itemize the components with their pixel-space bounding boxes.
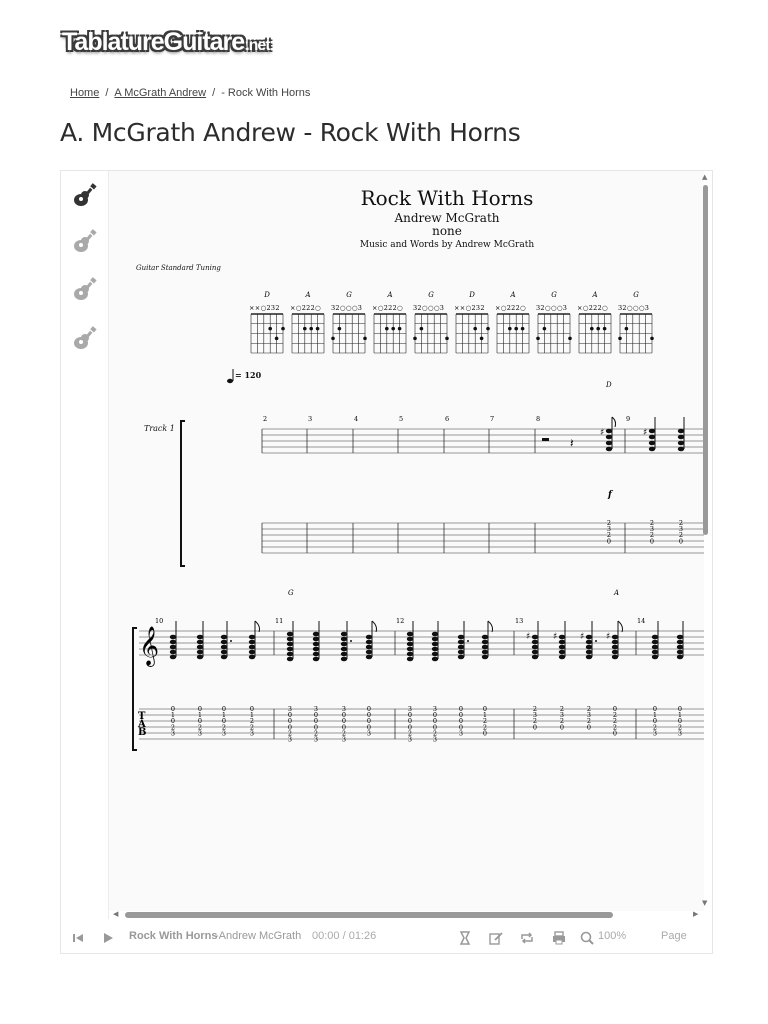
tab-number: 2 <box>678 519 684 527</box>
chord-note <box>197 621 203 659</box>
chord-dot <box>536 337 540 341</box>
bar-number: 13 <box>515 617 524 625</box>
metronome-icon[interactable] <box>457 930 473 946</box>
chord-dot <box>398 327 402 331</box>
tab-number: 0 <box>407 723 413 732</box>
chord-note <box>526 621 538 659</box>
tab-number: 0 <box>432 723 438 732</box>
chord-name: G <box>346 291 352 299</box>
tempo-text: = 120 <box>235 370 262 380</box>
breadcrumb-artist-link[interactable]: A McGrath Andrew <box>114 87 207 99</box>
chord-label: D <box>606 381 612 389</box>
score-title: Rock With Horns <box>360 186 534 210</box>
svg-text:♯: ♯ <box>606 632 611 642</box>
chord-diagram <box>618 291 654 353</box>
tab-number: 3 <box>249 729 255 738</box>
chord-note <box>580 621 597 659</box>
tab-number: 0 <box>287 717 293 726</box>
scroll-left-icon[interactable]: ◀ <box>113 910 119 918</box>
logo-suffix: .net <box>245 37 270 54</box>
tab-number: 2 <box>287 729 293 738</box>
tab-number: 0 <box>170 705 176 713</box>
tab-number: 2 <box>678 531 684 540</box>
chord-string-marks: 32○○○3 <box>413 304 445 312</box>
score-tuning: Guitar Standard Tuning <box>136 264 221 272</box>
tab-number: 3 <box>649 525 655 534</box>
svg-text:♯: ♯ <box>643 428 648 438</box>
breadcrumb-home-link[interactable]: Home <box>70 87 100 99</box>
tab-number: 0 <box>366 705 372 713</box>
horizontal-scrollbar[interactable] <box>113 909 703 921</box>
tab-number: 2 <box>559 705 565 713</box>
skip-back-icon[interactable] <box>70 930 86 946</box>
print-icon[interactable] <box>551 930 567 946</box>
tab-number: 0 <box>482 729 488 738</box>
guitar-icon <box>72 277 98 303</box>
chord-diagram <box>290 291 324 353</box>
chord-note <box>643 417 655 451</box>
tab-number: 0 <box>652 717 658 726</box>
chord-string-marks: ×○222○ <box>577 304 608 312</box>
tab-number: 0 <box>221 705 227 713</box>
site-logo[interactable] <box>62 28 282 64</box>
tab-number: 0 <box>678 537 684 546</box>
chord-note <box>652 621 658 659</box>
svg-text:♯: ♯ <box>600 428 605 438</box>
chord-dot <box>596 327 600 331</box>
tab-number: 3 <box>287 705 293 713</box>
tab-number: 1 <box>482 711 488 720</box>
tab-number: 0 <box>287 723 293 732</box>
tab-number: 2 <box>606 531 612 540</box>
bar-number: 14 <box>637 617 646 625</box>
tab-number: 0 <box>287 711 293 720</box>
chord-dot <box>618 337 622 341</box>
tab-number: 2 <box>341 729 347 738</box>
chord-diagram <box>536 291 572 353</box>
chord-diagram <box>454 291 490 353</box>
chord-dot <box>316 327 320 331</box>
guitar-icon <box>72 229 98 255</box>
chord-string-marks: 32○○○3 <box>331 304 363 312</box>
chord-string-marks: 32○○○3 <box>618 304 650 312</box>
tab-number: 0 <box>170 717 176 726</box>
chord-note <box>677 621 683 659</box>
tab-number: 0 <box>366 717 372 726</box>
score-album: none <box>432 224 462 238</box>
tab-number: 0 <box>458 717 464 726</box>
tempo-marking <box>227 369 262 383</box>
tab-number: 0 <box>482 705 488 713</box>
tab-number: 0 <box>407 717 413 726</box>
loop-icon[interactable] <box>519 930 535 946</box>
tab-number: 3 <box>341 735 347 744</box>
score-system-1 <box>181 381 704 566</box>
tab-number: 3 <box>170 729 176 738</box>
tab-number: 0 <box>197 717 203 726</box>
vertical-scroll-thumb[interactable] <box>703 185 708 535</box>
bar-number: 7 <box>490 415 495 423</box>
breadcrumb <box>70 87 310 99</box>
tab-number: 3 <box>313 735 319 744</box>
tab-number: 2 <box>652 723 658 732</box>
chord-dot <box>650 337 654 341</box>
chord-dot <box>275 337 279 341</box>
tab-number: 2 <box>612 723 618 732</box>
chord-dot <box>486 327 490 331</box>
tab-number: 3 <box>532 711 538 720</box>
chord-diagram <box>249 291 285 353</box>
guitar-icon <box>72 326 98 352</box>
chord-note <box>366 621 377 659</box>
scroll-right-icon[interactable]: ▶ <box>693 910 699 918</box>
chord-note <box>553 621 565 659</box>
chord-note <box>249 621 260 659</box>
tab-number: 0 <box>586 723 592 732</box>
chord-dot <box>590 327 594 331</box>
tab-number: 0 <box>221 717 227 726</box>
bar-number: 10 <box>155 617 164 625</box>
toolbar-song-title: Rock With Horns <box>129 930 218 942</box>
bar-number: 4 <box>354 415 359 423</box>
tab-number: 2 <box>170 723 176 732</box>
tab-number: 3 <box>221 729 227 738</box>
tab-number: 0 <box>341 711 347 720</box>
chord-string-marks: ××○232 <box>454 304 485 312</box>
chord-dot <box>508 327 512 331</box>
chord-diagram <box>372 291 406 353</box>
tab-number: 1 <box>221 711 227 720</box>
chord-dot <box>445 337 449 341</box>
tab-number: 3 <box>652 729 658 738</box>
score-canvas <box>109 171 704 911</box>
track-label: Track 1 <box>144 424 175 433</box>
tab-number: 2 <box>606 519 612 527</box>
tab-number: 2 <box>612 711 618 720</box>
tab-number: 1 <box>197 711 203 720</box>
chord-string-marks: ××○232 <box>249 304 280 312</box>
chord-dot <box>281 327 285 331</box>
tab-number: 0 <box>341 723 347 732</box>
svg-text:♯: ♯ <box>553 632 558 642</box>
tab-number: 0 <box>458 705 464 713</box>
chord-dot <box>303 327 307 331</box>
tab-number: 3 <box>313 705 319 713</box>
chord-note <box>313 621 319 661</box>
tab-number: 2 <box>407 729 413 738</box>
chord-dot <box>521 327 525 331</box>
bar-number: 9 <box>626 415 631 423</box>
tab-number: 2 <box>586 717 592 726</box>
score-sheet[interactable] <box>109 171 704 911</box>
scroll-up-icon[interactable]: ▲ <box>702 173 708 181</box>
tab-number: 3 <box>677 729 683 738</box>
chord-dot <box>413 337 417 341</box>
tab-number: 2 <box>313 729 319 738</box>
treble-clef-icon: 𝄞 <box>139 626 160 666</box>
tab-number: 0 <box>313 723 319 732</box>
tab-number: 0 <box>677 717 683 726</box>
chord-dot <box>385 327 389 331</box>
chord-name: A <box>387 291 393 299</box>
chord-note <box>432 621 438 661</box>
tab-number: 2 <box>432 729 438 738</box>
bar-number: 2 <box>263 415 268 423</box>
tab-number: 0 <box>532 723 538 732</box>
bar-number: 5 <box>399 415 404 423</box>
tab-clef-letter: B <box>138 727 147 738</box>
svg-text:♯: ♯ <box>526 632 531 642</box>
chord-dot <box>625 327 629 331</box>
chord-name: A <box>592 291 598 299</box>
chord-dot <box>309 327 313 331</box>
tab-number: 0 <box>432 711 438 720</box>
chord-dot <box>568 337 572 341</box>
chord-label: A <box>614 589 620 597</box>
tab-number: 2 <box>649 531 655 540</box>
chord-name: D <box>469 291 475 299</box>
tab-number: 3 <box>407 735 413 744</box>
tab-number: 2 <box>249 717 255 726</box>
chord-dot <box>338 327 342 331</box>
chord-note <box>678 417 684 451</box>
tab-number: 1 <box>249 711 255 720</box>
chord-dot <box>420 327 424 331</box>
tab-number: 0 <box>341 717 347 726</box>
track-sidebar <box>61 171 109 919</box>
tab-number: 3 <box>559 711 565 720</box>
logo-text: TablatureGuitare <box>62 28 245 56</box>
tab-number: 0 <box>197 705 203 713</box>
tab-number: 3 <box>678 525 684 534</box>
chord-note <box>287 621 293 661</box>
tab-number: 3 <box>586 711 592 720</box>
chord-note <box>170 621 176 659</box>
chord-note <box>221 621 232 659</box>
chord-dot <box>268 327 272 331</box>
breadcrumb-separator: / <box>105 87 109 99</box>
zoom-level[interactable]: 100% <box>598 930 627 942</box>
zoom-icon[interactable] <box>579 930 595 946</box>
quarter-rest: 𝄽 <box>570 436 574 450</box>
tab-number: 2 <box>532 717 538 726</box>
tab-player <box>60 170 713 954</box>
chord-dot <box>331 337 335 341</box>
toolbar-time: 00:00 / 01:26 <box>312 930 377 942</box>
chord-string-marks: 32○○○3 <box>536 304 568 312</box>
tab-number: 3 <box>606 525 612 534</box>
tab-number: 3 <box>407 705 413 713</box>
breadcrumb-current: - Rock With Horns <box>221 87 311 99</box>
system-bracket <box>181 421 185 566</box>
score-system-2 <box>133 589 704 750</box>
layout-select[interactable]: Page <box>661 930 687 942</box>
chord-dot <box>473 327 477 331</box>
tab-number: 2 <box>532 705 538 713</box>
tab-number: 2 <box>249 723 255 732</box>
guitar-icon <box>72 183 98 209</box>
chord-dot <box>480 337 484 341</box>
tab-clef-letter: T <box>138 711 146 722</box>
tab-number: 2 <box>586 705 592 713</box>
tab-number: 0 <box>366 723 372 732</box>
tab-number: 0 <box>649 537 655 546</box>
tab-number: 3 <box>341 705 347 713</box>
play-icon[interactable] <box>100 930 116 946</box>
dynamic-marking: f <box>608 490 612 500</box>
tab-number: 3 <box>197 729 203 738</box>
tab-number: 3 <box>287 735 293 744</box>
chord-dot <box>543 327 547 331</box>
svg-text:♯: ♯ <box>580 632 585 642</box>
chord-name: A <box>510 291 516 299</box>
tab-number: 2 <box>482 723 488 732</box>
tab-number: 2 <box>677 723 683 732</box>
tab-number: 2 <box>649 519 655 527</box>
tab-number: 0 <box>432 717 438 726</box>
tab-number: 3 <box>366 729 372 738</box>
tab-number: 0 <box>677 705 683 713</box>
tab-number: 2 <box>221 723 227 732</box>
breadcrumb-separator: / <box>212 87 216 99</box>
edit-icon[interactable] <box>488 930 504 946</box>
track-3-button[interactable] <box>72 277 98 303</box>
tab-number: 0 <box>458 723 464 732</box>
chord-string-marks: ×○222○ <box>290 304 321 312</box>
horizontal-scroll-thumb[interactable] <box>125 912 613 918</box>
chord-dot <box>514 327 518 331</box>
track-1-button[interactable] <box>72 183 98 209</box>
chord-dot <box>363 337 367 341</box>
tab-number: 0 <box>458 711 464 720</box>
chord-diagram <box>577 291 611 353</box>
chord-note <box>407 621 413 661</box>
tab-number: 0 <box>652 705 658 713</box>
bar-number: 11 <box>275 617 284 625</box>
tab-number: 0 <box>606 537 612 546</box>
chord-diagram <box>495 291 529 353</box>
chord-dot <box>603 327 607 331</box>
tab-number: 0 <box>249 705 255 713</box>
player-toolbar <box>61 923 712 953</box>
tab-number: 0 <box>366 711 372 720</box>
bar-number: 12 <box>396 617 405 625</box>
bar-number: 3 <box>308 415 313 423</box>
system-bracket <box>133 628 137 750</box>
vertical-scrollbar[interactable] <box>700 171 712 911</box>
chord-string-marks: ×○222○ <box>495 304 526 312</box>
chord-diagram <box>331 291 367 353</box>
tab-clef-letter: A <box>138 719 146 730</box>
chord-note <box>482 621 493 659</box>
chord-note <box>458 621 469 659</box>
track-4-button[interactable] <box>72 326 98 352</box>
tab-number: 0 <box>407 711 413 720</box>
bar-number: 6 <box>445 415 450 423</box>
page-title: A. McGrath Andrew - Rock With Horns <box>60 118 521 147</box>
tab-number: 0 <box>313 717 319 726</box>
chord-string-marks: ×○222○ <box>372 304 403 312</box>
chord-diagrams <box>249 291 654 353</box>
tab-number: 3 <box>458 729 464 738</box>
tab-number: 1 <box>677 711 683 720</box>
tab-number: 1 <box>652 711 658 720</box>
chord-name: G <box>428 291 434 299</box>
tab-number: 0 <box>313 711 319 720</box>
note-flag <box>612 417 616 427</box>
half-rest <box>542 438 549 441</box>
chord-note <box>600 417 612 451</box>
chord-diagram <box>413 291 449 353</box>
track-2-button[interactable] <box>72 229 98 255</box>
chord-dot <box>391 327 395 331</box>
chord-name: D <box>264 291 270 299</box>
tab-number: 2 <box>482 717 488 726</box>
chord-name: G <box>551 291 557 299</box>
score-artist: Andrew McGrath <box>394 211 500 225</box>
scroll-down-icon[interactable]: ▼ <box>702 899 708 907</box>
chord-name: A <box>305 291 311 299</box>
tab-number: 0 <box>559 723 565 732</box>
toolbar-song-artist: -Andrew McGrath <box>215 930 302 942</box>
chord-label: G <box>288 589 294 597</box>
tab-number: 0 <box>612 729 618 738</box>
tab-number: 3 <box>432 705 438 713</box>
chord-name: G <box>633 291 639 299</box>
tab-number: 2 <box>559 717 565 726</box>
tab-number: 2 <box>612 717 618 726</box>
tab-number: 0 <box>612 705 618 713</box>
tab-number: 2 <box>197 723 203 732</box>
tab-number: 3 <box>432 735 438 744</box>
bar-number: 8 <box>536 415 541 423</box>
chord-note <box>606 621 623 659</box>
tab-number: 1 <box>170 711 176 720</box>
score-credits: Music and Words by Andrew McGrath <box>359 240 535 250</box>
